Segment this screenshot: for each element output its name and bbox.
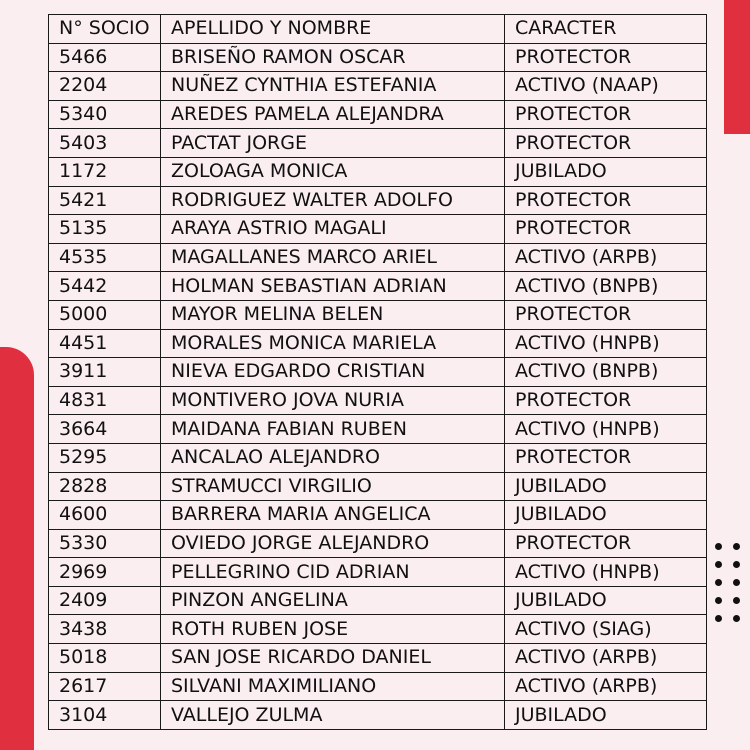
cell-name: MORALES MONICA MARIELA bbox=[161, 329, 505, 358]
table-row bbox=[49, 129, 707, 158]
cell-name: MONTIVERO JOVA NURIA bbox=[161, 386, 505, 415]
table-row bbox=[49, 43, 707, 72]
table-row bbox=[49, 415, 707, 444]
cell-socio-number: 3911 bbox=[49, 358, 161, 387]
cell-character: ACTIVO (HNPB) bbox=[505, 415, 707, 444]
cell-socio-number: 5135 bbox=[49, 215, 161, 244]
header-character: CARACTER bbox=[505, 15, 707, 44]
cell-character: JUBILADO bbox=[505, 501, 707, 530]
cell-socio-number: 2409 bbox=[49, 586, 161, 615]
cell-character: ACTIVO (ARPB) bbox=[505, 672, 707, 701]
cell-character: ACTIVO (ARPB) bbox=[505, 644, 707, 673]
cell-name: VALLEJO ZULMA bbox=[161, 701, 505, 730]
cell-character: PROTECTOR bbox=[505, 529, 707, 558]
cell-character: ACTIVO (HNPB) bbox=[505, 329, 707, 358]
cell-character: PROTECTOR bbox=[505, 443, 707, 472]
cell-name: ROTH RUBEN JOSE bbox=[161, 615, 505, 644]
cell-socio-number: 5403 bbox=[49, 129, 161, 158]
table-row bbox=[49, 100, 707, 129]
cell-character: PROTECTOR bbox=[505, 43, 707, 72]
cell-name: MAIDANA FABIAN RUBEN bbox=[161, 415, 505, 444]
cell-character: ACTIVO (BNPB) bbox=[505, 272, 707, 301]
decor-dot bbox=[715, 615, 722, 622]
decor-dot bbox=[715, 579, 722, 586]
decor-dot bbox=[733, 615, 740, 622]
cell-socio-number: 5330 bbox=[49, 529, 161, 558]
cell-character: ACTIVO (ARPB) bbox=[505, 243, 707, 272]
table-row bbox=[49, 186, 707, 215]
table-row bbox=[49, 157, 707, 186]
cell-name: RODRIGUEZ WALTER ADOLFO bbox=[161, 186, 505, 215]
cell-socio-number: 5442 bbox=[49, 272, 161, 301]
cell-socio-number: 2828 bbox=[49, 472, 161, 501]
cell-character: PROTECTOR bbox=[505, 386, 707, 415]
table-row bbox=[49, 243, 707, 272]
cell-character: PROTECTOR bbox=[505, 215, 707, 244]
decor-dot bbox=[715, 543, 722, 550]
cell-name: AREDES PAMELA ALEJANDRA bbox=[161, 100, 505, 129]
table-row bbox=[49, 644, 707, 673]
table-row bbox=[49, 329, 707, 358]
cell-name: BRISEÑO RAMON OSCAR bbox=[161, 43, 505, 72]
decor-dot bbox=[715, 561, 722, 568]
red-accent-bar-right bbox=[724, 0, 750, 134]
table-row bbox=[49, 529, 707, 558]
cell-name: PELLEGRINO CID ADRIAN bbox=[161, 558, 505, 587]
decor-dot bbox=[733, 561, 740, 568]
cell-character: PROTECTOR bbox=[505, 100, 707, 129]
cell-name: STRAMUCCI VIRGILIO bbox=[161, 472, 505, 501]
table-row bbox=[49, 72, 707, 101]
cell-name: ZOLOAGA MONICA bbox=[161, 157, 505, 186]
cell-name: NIEVA EDGARDO CRISTIAN bbox=[161, 358, 505, 387]
cell-socio-number: 2204 bbox=[49, 72, 161, 101]
cell-socio-number: 2617 bbox=[49, 672, 161, 701]
cell-name: SAN JOSE RICARDO DANIEL bbox=[161, 644, 505, 673]
cell-socio-number: 5018 bbox=[49, 644, 161, 673]
cell-socio-number: 5295 bbox=[49, 443, 161, 472]
cell-character: PROTECTOR bbox=[505, 300, 707, 329]
cell-socio-number: 3438 bbox=[49, 615, 161, 644]
table-row bbox=[49, 386, 707, 415]
dot-pattern-decoration bbox=[715, 541, 745, 631]
red-accent-bar-left bbox=[0, 347, 34, 750]
cell-socio-number: 5421 bbox=[49, 186, 161, 215]
decor-dot bbox=[733, 579, 740, 586]
decor-dot bbox=[733, 543, 740, 550]
cell-character: JUBILADO bbox=[505, 157, 707, 186]
cell-socio-number: 3664 bbox=[49, 415, 161, 444]
cell-socio-number: 4451 bbox=[49, 329, 161, 358]
cell-character: ACTIVO (BNPB) bbox=[505, 358, 707, 387]
table-row bbox=[49, 701, 707, 730]
table-row bbox=[49, 358, 707, 387]
cell-character: JUBILADO bbox=[505, 701, 707, 730]
decor-dot bbox=[733, 597, 740, 604]
cell-name: HOLMAN SEBASTIAN ADRIAN bbox=[161, 272, 505, 301]
decor-dot bbox=[715, 597, 722, 604]
cell-name: SILVANI MAXIMILIANO bbox=[161, 672, 505, 701]
members-table bbox=[48, 14, 707, 730]
cell-name: NUÑEZ CYNTHIA ESTEFANIA bbox=[161, 72, 505, 101]
cell-name: PINZON ANGELINA bbox=[161, 586, 505, 615]
table-row bbox=[49, 501, 707, 530]
cell-character: JUBILADO bbox=[505, 472, 707, 501]
cell-name: BARRERA MARIA ANGELICA bbox=[161, 501, 505, 530]
table-row bbox=[49, 586, 707, 615]
cell-character: ACTIVO (HNPB) bbox=[505, 558, 707, 587]
cell-socio-number: 5340 bbox=[49, 100, 161, 129]
cell-character: ACTIVO (SIAG) bbox=[505, 615, 707, 644]
cell-socio-number: 5000 bbox=[49, 300, 161, 329]
cell-character: PROTECTOR bbox=[505, 186, 707, 215]
cell-name: MAYOR MELINA BELEN bbox=[161, 300, 505, 329]
header-socio-number: N° SOCIO bbox=[49, 15, 161, 44]
table-row bbox=[49, 558, 707, 587]
cell-socio-number: 2969 bbox=[49, 558, 161, 587]
table-row bbox=[49, 300, 707, 329]
cell-socio-number: 3104 bbox=[49, 701, 161, 730]
table-row bbox=[49, 443, 707, 472]
cell-character: JUBILADO bbox=[505, 586, 707, 615]
table-header-row bbox=[49, 15, 707, 44]
cell-socio-number: 4831 bbox=[49, 386, 161, 415]
cell-name: PACTAT JORGE bbox=[161, 129, 505, 158]
cell-name: MAGALLANES MARCO ARIEL bbox=[161, 243, 505, 272]
cell-socio-number: 5466 bbox=[49, 43, 161, 72]
cell-socio-number: 1172 bbox=[49, 157, 161, 186]
cell-name: ARAYA ASTRIO MAGALI bbox=[161, 215, 505, 244]
cell-name: OVIEDO JORGE ALEJANDRO bbox=[161, 529, 505, 558]
cell-character: ACTIVO (NAAP) bbox=[505, 72, 707, 101]
table-row bbox=[49, 215, 707, 244]
header-name: APELLIDO Y NOMBRE bbox=[161, 15, 505, 44]
table-row bbox=[49, 472, 707, 501]
cell-name: ANCALAO ALEJANDRO bbox=[161, 443, 505, 472]
cell-socio-number: 4600 bbox=[49, 501, 161, 530]
table-row bbox=[49, 272, 707, 301]
cell-character: PROTECTOR bbox=[505, 129, 707, 158]
cell-socio-number: 4535 bbox=[49, 243, 161, 272]
table-row bbox=[49, 615, 707, 644]
table-row bbox=[49, 672, 707, 701]
